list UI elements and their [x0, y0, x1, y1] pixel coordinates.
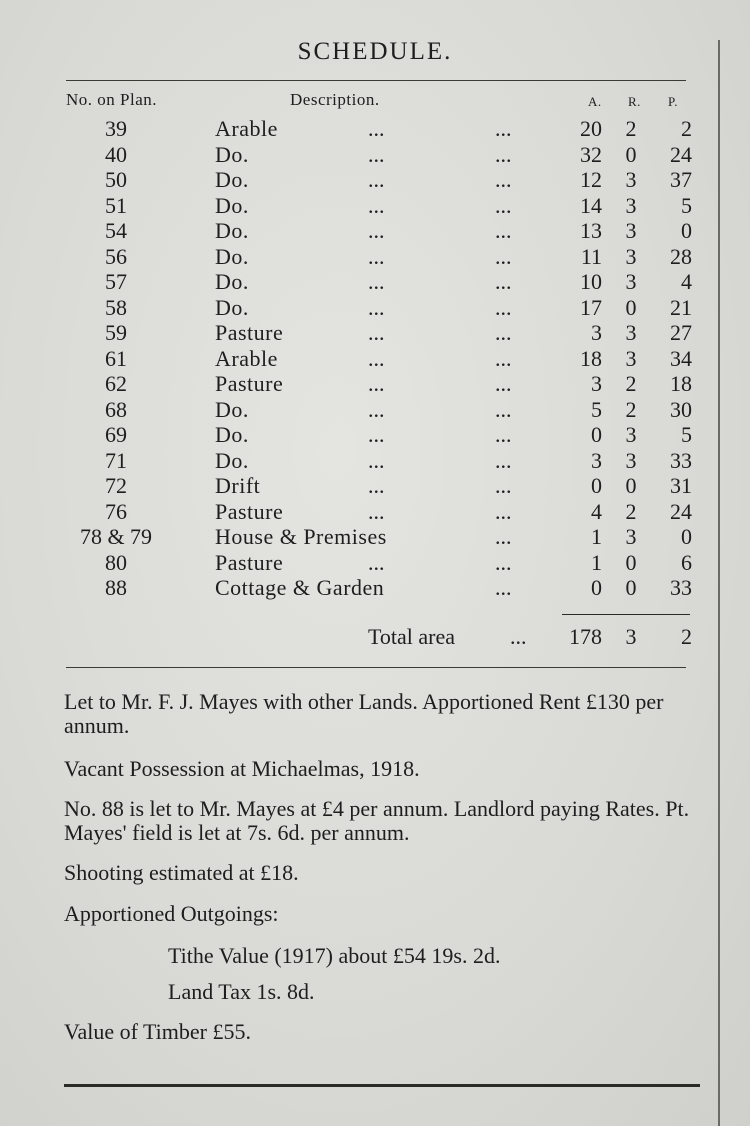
- leader-dots: ...: [368, 473, 385, 498]
- leader-dots: ...: [495, 192, 512, 218]
- description: Cottage & Garden: [215, 575, 385, 600]
- leader-dots: ...: [368, 396, 385, 422]
- plan-number: 51: [105, 192, 127, 218]
- plan-number: 59: [105, 320, 127, 345]
- outgoings-heading: Apportioned Outgoings:: [64, 901, 279, 926]
- plan-number: 69: [105, 422, 127, 447]
- leader-dots: ...: [495, 116, 512, 141]
- plan-number: 50: [105, 167, 127, 192]
- table-row: [0, 550, 750, 575]
- roods-value: 3: [625, 218, 637, 243]
- table-row: [0, 371, 750, 396]
- total-acres: 178: [569, 624, 602, 649]
- acres-value: 0: [591, 422, 602, 447]
- roods-value: 0: [625, 549, 637, 575]
- cottage-note: No. 88 is let to Mr. Mayes at £4 per annum. Landlord paying Rates. Pt. Mayes' field is let at 7s. 6d. per annum.: [64, 796, 690, 845]
- header-roods: R.: [628, 94, 641, 109]
- leader-dots: ...: [495, 294, 512, 320]
- perches-value: 27: [670, 320, 692, 345]
- header-acres: A.: [588, 94, 602, 109]
- land-tax: Land Tax 1s. 8d.: [168, 979, 315, 1004]
- plan-number: 71: [105, 447, 127, 473]
- plan-number: 72: [105, 473, 127, 498]
- perches-value: 28: [670, 243, 692, 269]
- roods-value: 3: [625, 524, 637, 549]
- acres-value: 1: [591, 549, 602, 575]
- perches-value: 31: [670, 473, 692, 498]
- acres-value: 12: [580, 167, 602, 192]
- leader-dots: ...: [495, 524, 512, 549]
- plan-number: 88: [105, 575, 127, 600]
- table-row: [0, 269, 750, 294]
- description: Arable: [215, 345, 278, 371]
- leader-dots: ...: [368, 243, 385, 269]
- roods-value: 0: [625, 141, 637, 167]
- roods-value: 3: [625, 269, 637, 294]
- perches-value: 33: [670, 575, 692, 600]
- acres-value: 14: [580, 192, 602, 218]
- description: Do.: [215, 447, 249, 473]
- acres-value: 3: [591, 371, 602, 396]
- table-row: [0, 116, 750, 141]
- roods-value: 3: [625, 320, 637, 345]
- table-row: [0, 473, 750, 498]
- leader-dots: ...: [495, 473, 512, 498]
- acres-value: 18: [580, 345, 602, 371]
- perches-value: 33: [670, 447, 692, 473]
- total-label: Total area: [368, 624, 456, 649]
- leader-dots: ...: [368, 498, 385, 524]
- table-row: [0, 397, 750, 422]
- table-row: [0, 218, 750, 243]
- header-perches: P.: [668, 94, 679, 109]
- acres-value: 0: [591, 473, 602, 498]
- header-no-on-plan: No. on Plan.: [66, 90, 157, 109]
- acres-value: 3: [591, 447, 602, 473]
- table-row: [0, 499, 750, 524]
- leader-dots: ...: [368, 167, 385, 192]
- table-row: [0, 142, 750, 167]
- plan-number: 57: [105, 269, 127, 294]
- leader-dots: ...: [368, 294, 385, 320]
- leader-dots: ...: [368, 218, 385, 243]
- perches-value: 37: [670, 167, 692, 192]
- leader-dots: ...: [495, 422, 512, 447]
- bottom-rule: [64, 1084, 700, 1087]
- description: Pasture: [215, 549, 284, 575]
- total-perches: 2: [681, 624, 692, 649]
- table-row: [0, 575, 750, 600]
- perches-value: 34: [670, 345, 692, 371]
- leader-dots: ...: [368, 141, 385, 167]
- leader-dots: ...: [495, 575, 512, 600]
- plan-number: 76: [105, 498, 127, 524]
- roods-value: 2: [625, 396, 637, 422]
- leader-dots: ...: [495, 320, 512, 345]
- leader-dots: ...: [495, 549, 512, 575]
- description: Do.: [215, 141, 249, 167]
- perches-value: 18: [670, 371, 692, 396]
- plan-number: 68: [105, 396, 127, 422]
- leader-dots: ...: [368, 345, 385, 371]
- leader-dots: ...: [495, 141, 512, 167]
- leader-dots: ...: [495, 167, 512, 192]
- leader-dots: ...: [368, 320, 385, 345]
- plan-number: 54: [105, 218, 127, 243]
- description: Do.: [215, 269, 249, 294]
- roods-value: 2: [625, 116, 637, 141]
- leader-dots: ...: [495, 345, 512, 371]
- plan-number: 58: [105, 294, 127, 320]
- tithe-value: Tithe Value (1917) about £54 19s. 2d.: [168, 943, 501, 968]
- acres-value: 32: [580, 141, 602, 167]
- table-row: [0, 346, 750, 371]
- roods-value: 3: [625, 192, 637, 218]
- acres-value: 13: [580, 218, 602, 243]
- description: Do.: [215, 192, 249, 218]
- roods-value: 0: [625, 294, 637, 320]
- leader-dots: ...: [368, 116, 385, 141]
- description: Do.: [215, 218, 249, 243]
- plan-number: 39: [105, 116, 127, 141]
- leader-dots: ...: [368, 192, 385, 218]
- description: Drift: [215, 473, 261, 498]
- leader-dots: ...: [368, 269, 385, 294]
- description: House & Premises: [215, 524, 387, 549]
- leader-dots: ...: [368, 422, 385, 447]
- table-row: [0, 193, 750, 218]
- subtotal-rule: [562, 614, 690, 615]
- table-row: [0, 295, 750, 320]
- roods-value: 3: [625, 167, 637, 192]
- roods-value: 3: [625, 422, 637, 447]
- acres-value: 20: [580, 116, 602, 141]
- description: Do.: [215, 294, 249, 320]
- perches-value: 2: [681, 116, 692, 141]
- plan-number: 61: [105, 345, 127, 371]
- acres-value: 1: [591, 524, 602, 549]
- description: Pasture: [215, 320, 284, 345]
- acres-value: 4: [591, 498, 602, 524]
- acres-value: 3: [591, 320, 602, 345]
- description: Arable: [215, 116, 278, 141]
- perches-value: 30: [670, 396, 692, 422]
- shooting-note: Shooting estimated at £18.: [64, 860, 299, 885]
- roods-value: 0: [625, 575, 637, 600]
- acres-value: 10: [580, 269, 602, 294]
- perches-value: 5: [681, 192, 692, 218]
- possession-note: Vacant Possession at Michaelmas, 1918.: [64, 756, 420, 781]
- perches-value: 6: [681, 549, 692, 575]
- total-dots: ...: [510, 624, 527, 649]
- header-rule: [66, 80, 686, 81]
- plan-number: 62: [105, 371, 127, 396]
- plan-number: 80: [105, 549, 127, 575]
- description: Pasture: [215, 498, 284, 524]
- plan-number: 40: [105, 141, 127, 167]
- roods-value: 0: [625, 473, 637, 498]
- description: Do.: [215, 167, 249, 192]
- roods-value: 2: [625, 371, 637, 396]
- leader-dots: ...: [495, 498, 512, 524]
- table-row: [0, 244, 750, 269]
- leader-dots: ...: [368, 549, 385, 575]
- leader-dots: ...: [495, 243, 512, 269]
- acres-value: 5: [591, 396, 602, 422]
- roods-value: 3: [625, 345, 637, 371]
- leader-dots: ...: [495, 447, 512, 473]
- roods-value: 3: [625, 447, 637, 473]
- plan-number: 56: [105, 243, 127, 269]
- description: Do.: [215, 243, 249, 269]
- perches-value: 0: [681, 218, 692, 243]
- description: Do.: [215, 422, 249, 447]
- leader-dots: ...: [495, 269, 512, 294]
- acres-value: 0: [591, 575, 602, 600]
- table-row: [0, 448, 750, 473]
- total-roods: 3: [625, 624, 637, 649]
- table-row: [0, 167, 750, 192]
- header-description: Description.: [290, 90, 380, 109]
- description: Do.: [215, 396, 249, 422]
- roods-value: 3: [625, 243, 637, 269]
- perches-value: 5: [681, 422, 692, 447]
- table-row: [0, 320, 750, 345]
- perches-value: 24: [670, 498, 692, 524]
- timber-value: Value of Timber £55.: [64, 1019, 251, 1044]
- leader-dots: ...: [495, 371, 512, 396]
- leader-dots: ...: [495, 396, 512, 422]
- description: Pasture: [215, 371, 284, 396]
- roods-value: 2: [625, 498, 637, 524]
- leader-dots: ...: [368, 447, 385, 473]
- acres-value: 17: [580, 294, 602, 320]
- leader-dots: ...: [368, 371, 385, 396]
- table-row: [0, 524, 750, 549]
- tenancy-note: Let to Mr. F. J. Mayes with other Lands. Apportioned Rent £130 per annum.: [64, 689, 664, 738]
- plan-number: 78 & 79: [79, 524, 153, 549]
- table-row: [0, 422, 750, 447]
- perches-value: 4: [681, 269, 692, 294]
- section-rule: [66, 667, 686, 668]
- page-title: SCHEDULE.: [297, 38, 453, 65]
- perches-value: 24: [670, 141, 692, 167]
- leader-dots: ...: [495, 218, 512, 243]
- perches-value: 21: [670, 294, 692, 320]
- perches-value: 0: [681, 524, 692, 549]
- total-row: [0, 624, 750, 654]
- acres-value: 11: [580, 243, 602, 269]
